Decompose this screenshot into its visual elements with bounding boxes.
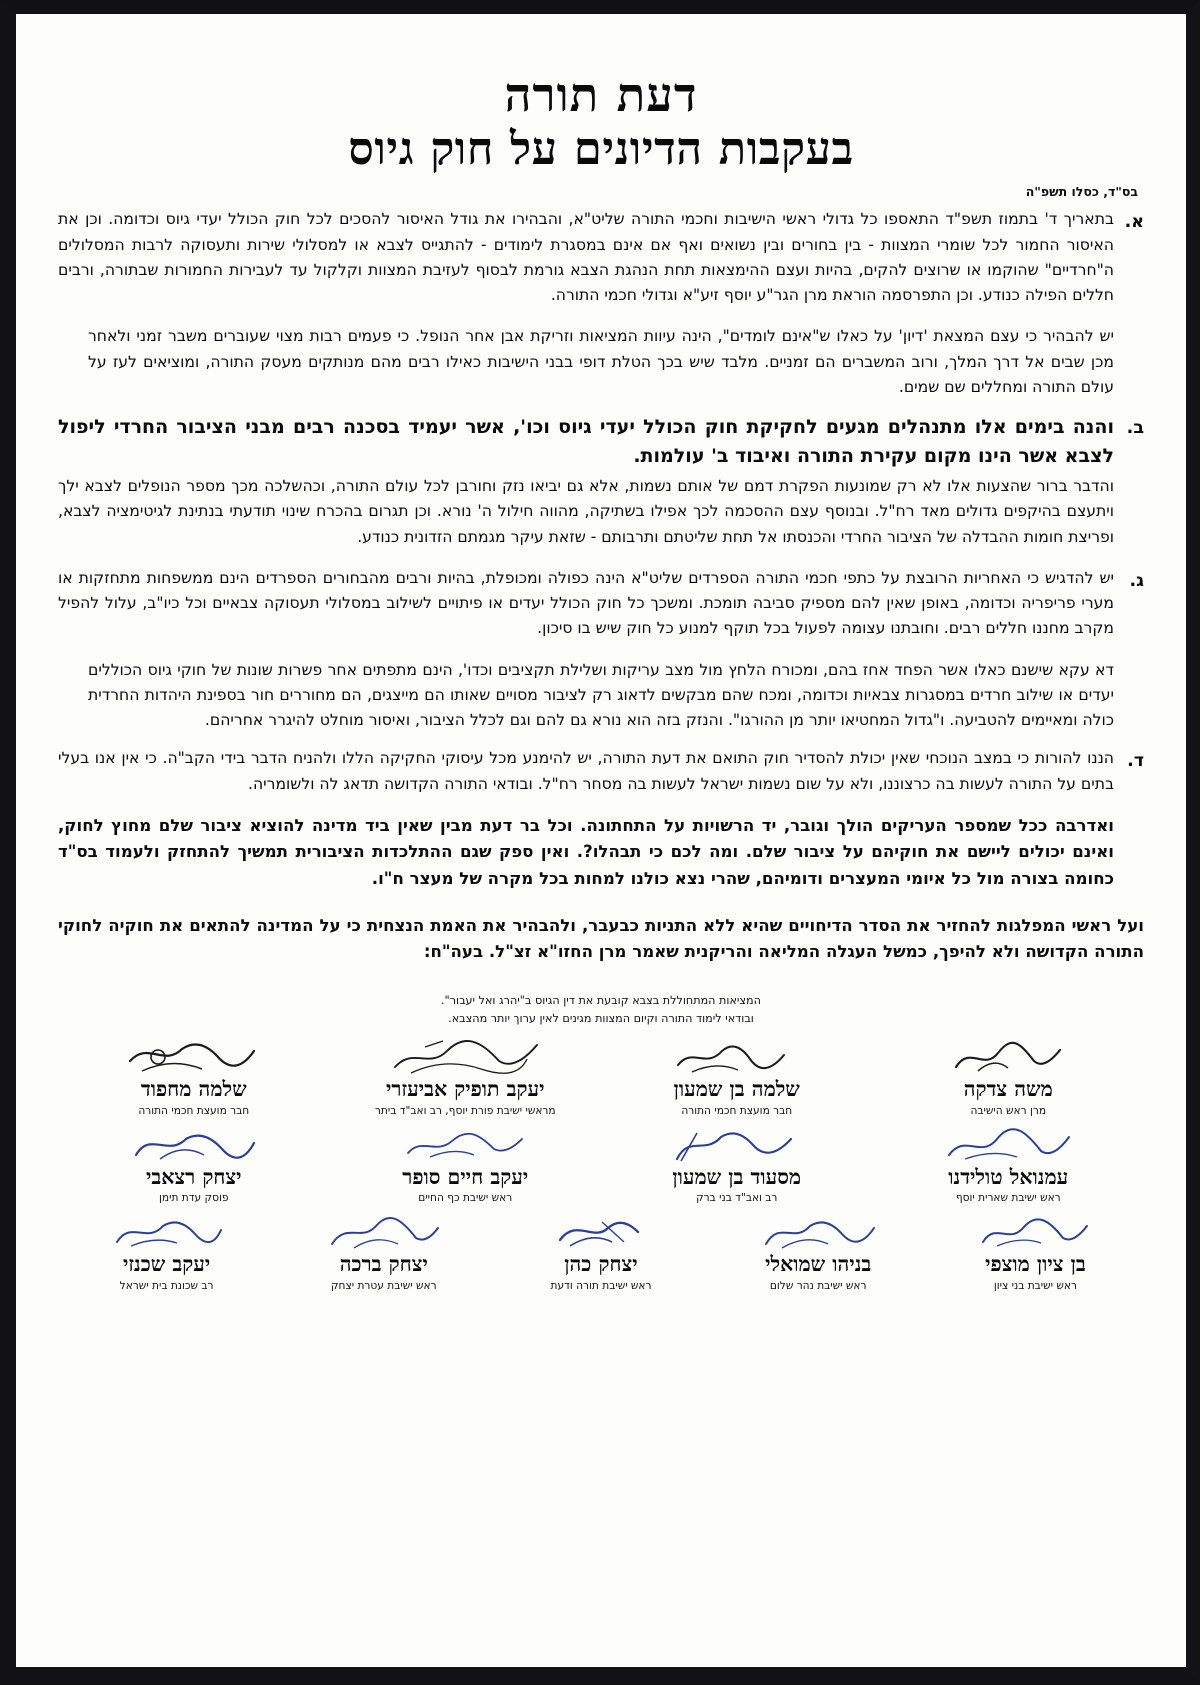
signatory-name: מסעוד בן שמעון xyxy=(672,1164,802,1189)
signatory-title: רב ואב"ד בני ברק xyxy=(696,1192,778,1205)
handwritten-signature-icon xyxy=(875,1033,1143,1077)
signatory-name: בניהו שמואלי xyxy=(765,1252,872,1277)
signature-cell xyxy=(873,1033,1145,1118)
paragraph-text: דא עקא שישנם כאלו אשר הפחד אחז בהם, ומכורח הלחץ מול מצב עריקות ושלילת תקציבים וכדו', הינם מתפתים אחר פשרות שונות של חוקי גיוס הכוללים יעדים או שילוב חרדים במסגרות צבאיות וכדומה, ומכח שהם מבקשים לדאוג רק לציבור מסויים שאותו הם מייצגים, הם מחוררים חור בספינת היהדות החרדית כולה ומאיימים להטביעה. ו"גדול המחטיאו יותר מן ההורגו". והנזק בזה הוא נורא גם להם וגם לכלל הציבור, ואיסור מוחלט להיגרר אחריהם. xyxy=(88,660,1114,730)
signatory-name: יעקב תופיק אביעזרי xyxy=(385,1077,545,1102)
section-marker-gimel: ג. xyxy=(1129,570,1144,591)
paragraph-text: יש להבהיר כי עצם המצאת 'דיון' על כאלו ש"אינם לומדים", הינה עיוות המציאות וזריקת אבן אחר הנופל. כי פעמים רבות מצוי שעוברים משבר זמני ולאחר מכן שבים אל דרך המלך, ורוב המשברים הם זמניים. מלבד שיש בכך הטלת דופי בבני הישיבות כאילו רבים מהם מנותקים מעסק התורה, ומוציאים לעז על עולם התורה ומחללים שם שמים. xyxy=(88,327,1114,396)
handwritten-signature-icon xyxy=(332,1121,600,1165)
signature-cell xyxy=(601,1033,873,1118)
section-marker-dalet: ד. xyxy=(1127,751,1144,772)
signatory-name: יצחק כהן xyxy=(564,1252,638,1277)
closing-paragraph: ועל ראשי המפלגות להחזיר את הסדר הדיחויים שהיא ללא התניות כבעבר, ולהבהיר את האמת הנצחית כי על המדינה להתאים את חוקיה לחוקי התורה הקדושה ולא להיפך, כמשל העגלה המליאה והריקנית שאמר מרן החזו"א זצ"ל. בעה"ח: xyxy=(58,915,1144,962)
signatory-name: משה צדקה xyxy=(963,1077,1053,1102)
signature-cell xyxy=(58,1033,330,1118)
signature-row xyxy=(58,1033,1144,1118)
document-body xyxy=(58,207,1144,965)
section-gimel xyxy=(58,566,1144,655)
section-bet xyxy=(58,413,1144,563)
signatory-title: מראשי ישיבת פורת יוסף, רב ואב"ד ביתר xyxy=(374,1105,556,1118)
signature-cell xyxy=(927,1208,1144,1293)
signature-row xyxy=(58,1208,1144,1293)
signature-row xyxy=(58,1121,1144,1206)
section-alef xyxy=(58,207,1144,321)
paragraph-text: יש להדגיש כי האחריות הרובצת על כתפי חכמי התורה הספרדים שליט"א הינה כפולה ומכופלת, בהיות ורבים מהבחורים הספרדים הינם ממשפחות מתחזקות או מערי פריפריה וכדומה, באופן שאין להם מספיק סביבה תומכת. ומשכך כל חוק הכולל יעדים או פיתויים לשילוב במסלולי תעסוקה צבאיים וכל כיו"ב, עלול להפיל מקרב מחננו חללים רבים. וחובתנו עצומה לפעול בכל תוקף למנוע כל חוק שיש בו סיכון. xyxy=(58,568,1114,638)
signatory-title: חבר מועצת חכמי התורה xyxy=(138,1105,250,1118)
handwritten-signature-icon xyxy=(875,1121,1143,1165)
handwritten-signature-icon xyxy=(332,1033,600,1077)
signature-cell xyxy=(58,1121,330,1206)
signatory-title: ראש ישיבת בני ציון xyxy=(993,1279,1077,1292)
paper-sheet xyxy=(16,14,1186,1667)
signature-cell xyxy=(710,1208,927,1293)
page-title xyxy=(58,70,1144,174)
signatory-title: פוסק עדת תימן xyxy=(159,1192,229,1205)
signatory-name: יצחק ברכה xyxy=(339,1252,428,1277)
handwritten-signature-icon xyxy=(494,1208,707,1252)
section-marker-alef: א. xyxy=(1124,212,1144,233)
signatory-title: מרן ראש הישיבה xyxy=(970,1105,1047,1118)
signatory-title: חבר מועצת חכמי התורה xyxy=(681,1105,793,1118)
handwritten-signature-icon xyxy=(277,1208,490,1252)
signature-cell xyxy=(330,1033,602,1118)
title-subtitle: בעקבות הדיונים על חוק גיוס xyxy=(348,121,854,175)
signature-grid xyxy=(58,1033,1144,1293)
signature-cell xyxy=(58,1208,275,1293)
signature-cell xyxy=(492,1208,709,1293)
signatory-title: ראש ישיבת תורה ודעת xyxy=(550,1279,652,1292)
signature-cell xyxy=(275,1208,492,1293)
signatory-title: ראש ישיבת עטרת יצחק xyxy=(331,1279,437,1292)
signatory-name: יצחק רצאבי xyxy=(145,1164,242,1189)
signatory-name: בן ציון מוצפי xyxy=(985,1252,1086,1277)
handwritten-signature-icon xyxy=(603,1121,871,1165)
title-main: דעת תורה xyxy=(504,68,698,123)
signatory-title: ראש ישיבת שארית יוסף xyxy=(955,1192,1061,1205)
handwritten-signature-icon xyxy=(60,1208,273,1252)
paragraph-text: בתאריך ד' בתמוז תשפ"ד התאספו כל גדולי ראשי הישיבות וחכמי התורה שליט"א, והבהירו את גודל האיסור להסכים לכל חוק הכולל יעדי גיוס וכדומה. וכן את האיסור החמור לכל שומרי המצוות - בין בחורים ובין נשואים ואף אם אינם במסגרת לימודים - להתגייס לצבא או למסלולי שירות ותעסוקה לרבות המסלולים ה"חרדיים" שהוקמו או שרוצים להקים, בהיות ועצם ההימצאות תחת הנהגת הצבא גורמת לבסוף לעזיבת המצוות וקלקול עד לעבירות החמורות שבתורה, ורבים חללים הפילה כנודע. וכן התפרסמה הוראת מרן הגר"ע יוסף זיע"א וגדולי חכמי התורה. xyxy=(58,210,1114,305)
footnote-line: ובודאי לימוד התורה וקיום המצוות מגינים לאין ערוך יותר מהצבא. xyxy=(448,1011,754,1025)
signatory-name: יעקב שכנזי xyxy=(122,1252,211,1277)
handwritten-signature-icon xyxy=(60,1033,328,1077)
section-marker-bet: ב. xyxy=(1126,418,1144,439)
signatory-title: ראש ישיבת כף החיים xyxy=(418,1192,513,1205)
paragraph-text: והדבר ברור שהצעות אלו לא רק שמונעות הפקרת דמם של אותם נשמות, אלא גם יביאו נזק וחורבן לכל עולם התורה, וכהשלכה מכך מספר הנופלים לצבא ילך ויתעצם בהיקפים גדולים מאד רח"ל. ובנוסף עצם ההסכמה לכך אפילו בשתיקה, מהווה חילול ה' נורא. וכן תגרום בהכרח שינוי תודעתי בנתינת לגיטימציה לצבא, ופריצת חומות ההבדלה של הציבור החרדי והכנסתו אל תחת שליטתם ותרבותם - שזאת עיקר מגמתם הזדונית כנודע. xyxy=(58,477,1114,546)
footnote-block xyxy=(264,992,937,1028)
handwritten-signature-icon xyxy=(60,1121,328,1165)
dateline: בס"ד, כסלו תשפ"ה xyxy=(1025,184,1138,200)
paragraph-emphasis-text: ואדרבה ככל שמספר העריקים הולך וגובר, יד הרשויות על התחתונה. וכל בר דעת מבין שאין ביד מדינה להוציא ציבור שלם מחוץ לחוק, ואינם יכולים ליישם את חוקיהם על ציבור שלם. ומה לכם כי תבהלו?. ואין ספק שגם ההתלכדות הציבורית תמשיך להתחזק ולעמוד בס"ד כחומה בצורה מול כל איומי המעצרים ודומיהם, שהרי נצא כולנו למחות בכל מקרה של מעצר ח"ו. xyxy=(58,815,1114,888)
signatory-title: ראש ישיבת נהר שלום xyxy=(769,1279,867,1292)
signatory-title: רב שכונת בית ישראל xyxy=(119,1279,214,1292)
signature-cell xyxy=(330,1121,602,1206)
paragraph-text: הננו להורות כי במצב הנוכחי שאין יכולת להסדיר חוק התואם את דעת התורה, יש להימנע מכל עיסוקי החקיקה הללו ולהניח הדבר בידי הקב"ה. כי אין אנו בעלי בתים על התורה לעשות בה כרצוננו, ולא על שום נשמות ישראל לעשות בה מסחר רח"ל. ובודאי התורה הקדושה תדאג לה ולשומריה. xyxy=(58,749,1114,793)
signature-cell xyxy=(601,1121,873,1206)
footnote-line: המציאות המתחוללת בצבא קובעת את דין הגיוס ב"יהרג ואל יעבור". xyxy=(441,993,761,1007)
signatory-name: יעקב חיים סופר xyxy=(402,1164,529,1189)
section-dalet xyxy=(58,746,1144,896)
signatory-name: עמנואל טולידנו xyxy=(948,1164,1069,1189)
handwritten-signature-icon xyxy=(603,1033,871,1077)
signatory-name: שלמה בן שמעון xyxy=(673,1077,800,1102)
signatory-name: שלמה מחפוד xyxy=(140,1077,247,1102)
signature-cell xyxy=(873,1121,1145,1206)
paragraph-lead-text: והנה בימים אלו מתנהלים מגעים לחקיקת חוק הכולל יעדי גיוס וכו', אשר יעמיד בסכנה רבים מבני הציבור החרדי ליפול לצבא אשר הינו מקום עקירת התורה ואיבוד ב' עולמות. xyxy=(58,416,1114,467)
handwritten-signature-icon xyxy=(929,1208,1142,1252)
handwritten-signature-icon xyxy=(712,1208,925,1252)
